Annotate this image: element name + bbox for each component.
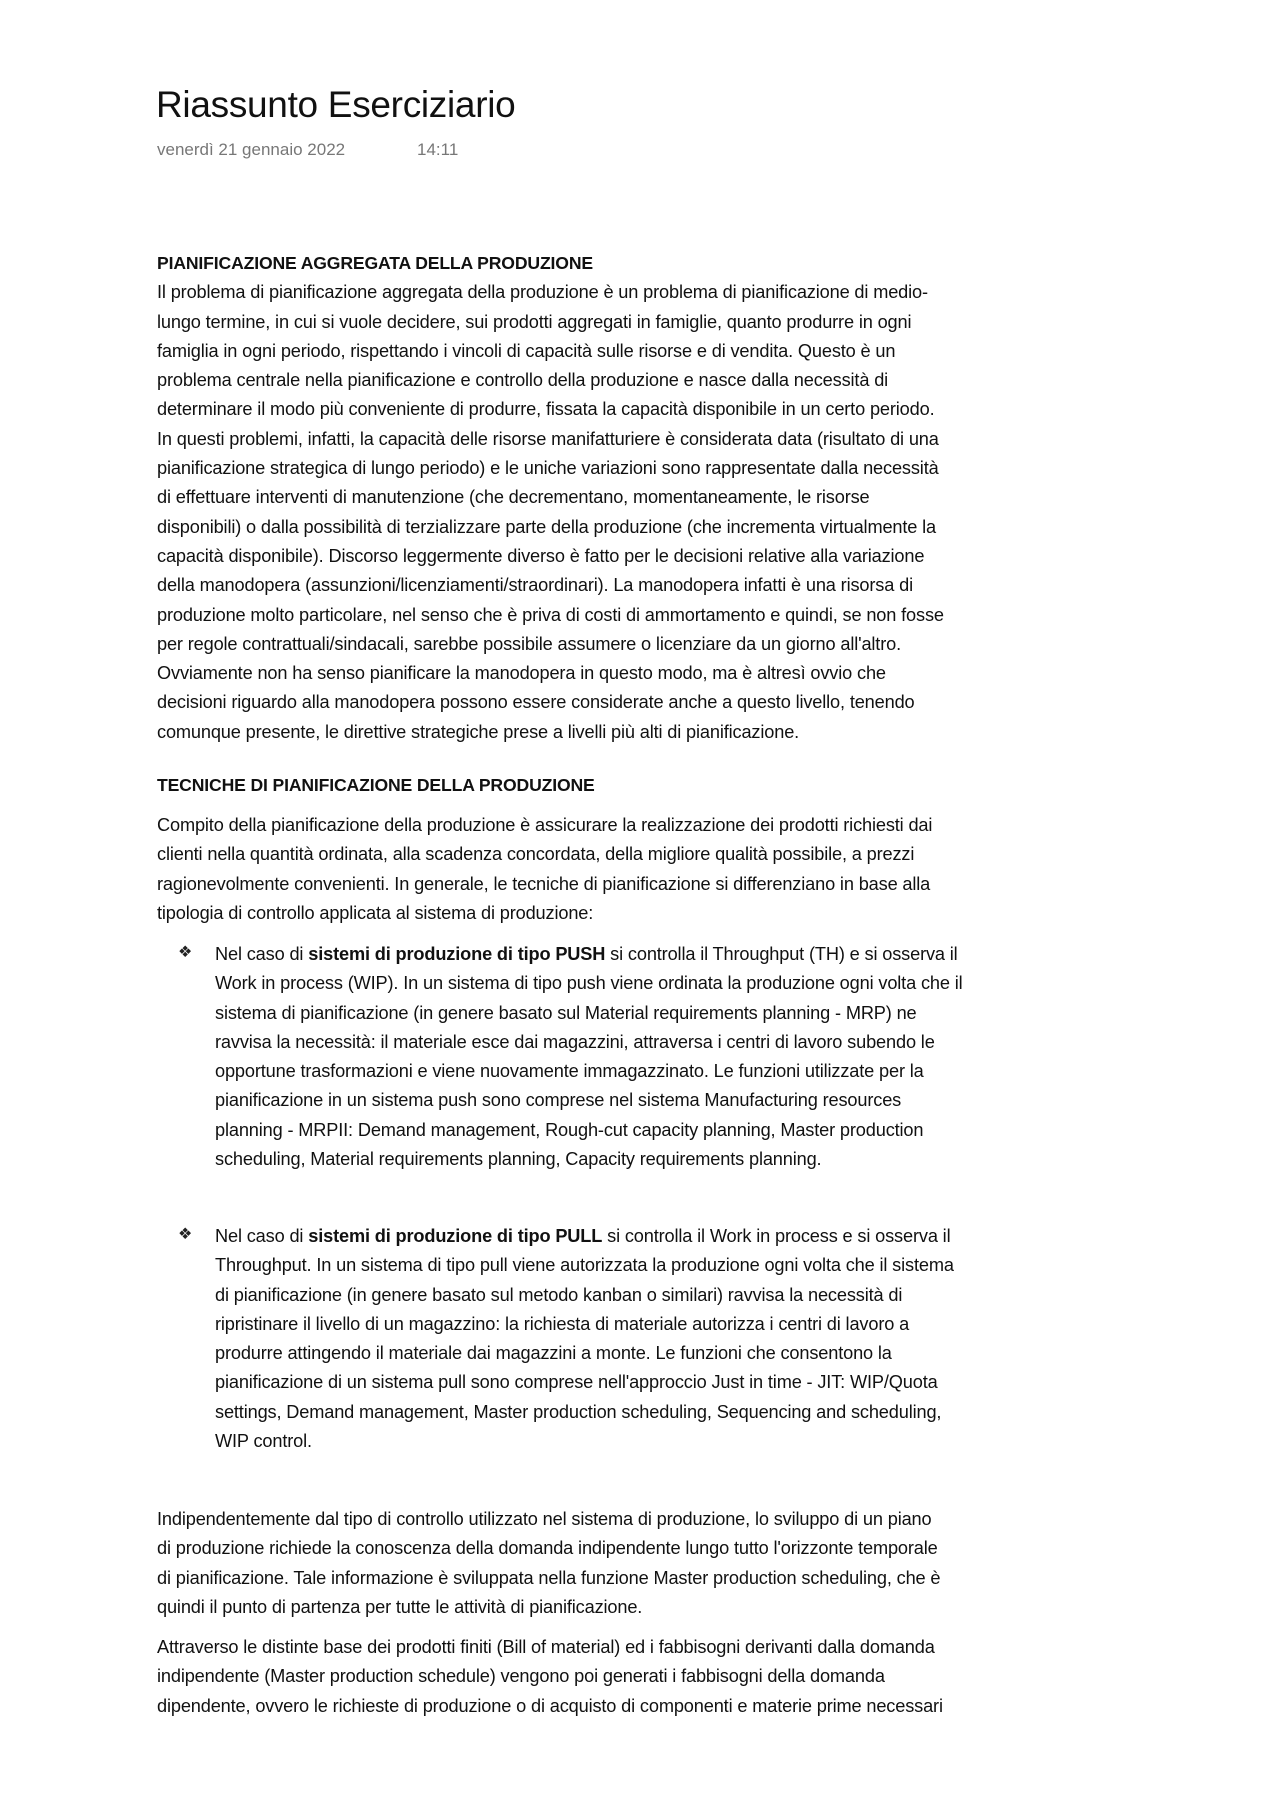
text: si controlla il Throughput (TH) e si osserva il	[605, 944, 958, 964]
paragraph	[157, 1505, 940, 1622]
text-line: produzione molto particolare, nel senso che è priva di costi di ammortamento e quindi, se non fosse	[157, 604, 944, 625]
text-line: dipendente, ovvero le richieste di produzione o di acquisto di componenti e materie prime necessari	[157, 1695, 943, 1716]
text-line: produrre attingendo il materiale dai magazzini a monte. Le funzioni che consentono la	[215, 1343, 892, 1364]
text-line: determinare il modo più conveniente di produrre, fissata la capacità disponibile in un certo periodo.	[157, 399, 935, 420]
text-line: clienti nella quantità ordinata, alla scadenza concordata, della migliore qualità possibile, a prezzi	[157, 844, 915, 865]
text-line: In questi problemi, infatti, la capacità delle risorse manifatturiere è considerata data (risultato di una	[157, 428, 939, 449]
text-line: decisioni riguardo alla manodopera possono essere considerate anche a questo livello, tenendo	[157, 692, 915, 713]
text-line: tipologia di controllo applicata al sistema di produzione:	[157, 902, 594, 923]
text-line: opportune trasformazioni e viene nuovamente immagazzinato. Le funzioni utilizzate per la	[215, 1061, 924, 1082]
text-line: Work in process (WIP). In un sistema di tipo push viene ordinata la produzione ogni volta che il	[215, 973, 963, 994]
section-heading: TECNICHE DI PIANIFICAZIONE DELLA PRODUZIONE	[157, 775, 595, 795]
text-line: Ovviamente non ha senso pianificare la manodopera in questo modo, ma è altresì ovvio che	[157, 663, 886, 684]
text-line: ragionevolmente convenienti. In generale, le tecniche di pianificazione si differenziano in base alla	[157, 873, 931, 894]
text-line: pianificazione in un sistema push sono comprese nel sistema Manufacturing resources	[215, 1090, 902, 1111]
text: Nel caso di	[215, 1226, 309, 1246]
text-line: ravvisa la necessità: il materiale esce dai magazzini, attraversa i centri di lavoro subendo le	[215, 1031, 935, 1052]
text: Nel caso di	[215, 944, 309, 964]
text-line: scheduling, Material requirements planning, Capacity requirements planning.	[215, 1149, 822, 1170]
text-line: settings, Demand management, Master production scheduling, Sequencing and scheduling,	[215, 1401, 942, 1422]
text-line: Il problema di pianificazione aggregata della produzione è un problema di pianificazione di medio-	[157, 282, 928, 303]
text-line: Indipendentemente dal tipo di controllo utilizzato nel sistema di produzione, lo sviluppo di un piano	[157, 1509, 932, 1529]
diamond-dots-bullet-icon: ❖	[178, 944, 193, 961]
text-line: sistema di pianificazione (in genere basato sul Material requirements planning - MRP) ne	[215, 1002, 917, 1023]
text-line: planning - MRPII: Demand management, Rough-cut capacity planning, Master production	[215, 1119, 924, 1140]
text-line: di pianificazione. Tale informazione è sviluppata nella funzione Master production scheduling, che è	[157, 1567, 941, 1588]
text-line: ripristinare il livello di un magazzino: la richiesta di materiale autorizza i centri di lavoro a	[215, 1313, 910, 1334]
text-line: quindi il punto di partenza per tutte le attività di pianificazione.	[157, 1596, 643, 1617]
section-heading: PIANIFICAZIONE AGGREGATA DELLA PRODUZIONE	[157, 253, 593, 273]
text-line: disponibili) o dalla possibilità di terzializzare parte della produzione (che incrementa virtualmente la	[157, 516, 937, 537]
text-line: pianificazione strategica di lungo periodo) e le uniche variazioni sono rappresentate dalla necessità	[157, 458, 939, 479]
text-line: famiglia in ogni periodo, rispettando i vincoli di capacità sulle risorse e di vendita. Questo è un	[157, 340, 896, 361]
paragraph	[157, 278, 944, 747]
text-line: di effettuare interventi di manutenzione (che decrementano, momentaneamente, le risorse	[157, 487, 870, 508]
page-title: Riassunto Eserciziario	[156, 84, 516, 125]
text-line: Throughput. In un sistema di tipo pull viene autorizzata la produzione ogni volta che il sistema	[215, 1255, 954, 1276]
list-item-push	[215, 940, 963, 1174]
section-tecniche	[157, 771, 595, 800]
paragraph	[157, 1633, 943, 1721]
bold-text: sistemi di produzione di tipo PUSH	[308, 944, 606, 964]
text-line: di pianificazione (in genere basato sul metodo kanban o similari) ravvisa la necessità di	[215, 1284, 903, 1305]
text-line: lungo termine, in cui si vuole decidere, sui prodotti aggregati in famiglie, quanto produrre in ogni	[157, 311, 912, 332]
page-time: 14:11	[417, 140, 459, 159]
paragraph	[157, 811, 932, 928]
text-line: WIP control.	[215, 1431, 312, 1452]
text-line: della manodopera (assunzioni/licenziamenti/straordinari). La manodopera infatti è una risorsa di	[157, 575, 913, 596]
text-line: pianificazione di un sistema pull sono comprese nell'approccio Just in time - JIT: WIP/Quota	[215, 1372, 938, 1393]
text-line: di produzione richiede la conoscenza della domanda indipendente lungo tutto l'orizzonte temporale	[157, 1538, 938, 1559]
text: si controlla il Work in process e si osserva il	[602, 1226, 951, 1246]
list-item-pull	[215, 1222, 954, 1456]
text-line: Attraverso le distinte base dei prodotti finiti (Bill of material) ed i fabbisogni derivanti dalla domanda	[157, 1637, 935, 1657]
text-line: per regole contrattuali/sindacali, sarebbe possibile assumere o licenziare da un giorno all'altro.	[157, 633, 901, 654]
text-line: problema centrale nella pianificazione e controllo della produzione e nasce dalla necessità di	[157, 370, 889, 391]
text-line: Compito della pianificazione della produzione è assicurare la realizzazione dei prodotti richiesti dai	[157, 815, 933, 835]
bold-text: sistemi di produzione di tipo PULL	[308, 1226, 603, 1246]
text-line: capacità disponibile). Discorso leggermente diverso è fatto per le decisioni relative alla variazione	[157, 545, 925, 566]
page-date: venerdì 21 gennaio 2022	[157, 140, 346, 159]
text-line: comunque presente, le direttive strategiche prese a livelli più alti di pianificazione.	[157, 721, 800, 742]
section-aggregata	[157, 249, 944, 747]
text-line: indipendente (Master production schedule) vengono poi generati i fabbisogni della domanda	[157, 1666, 885, 1687]
diamond-dots-bullet-icon: ❖	[178, 1226, 193, 1243]
